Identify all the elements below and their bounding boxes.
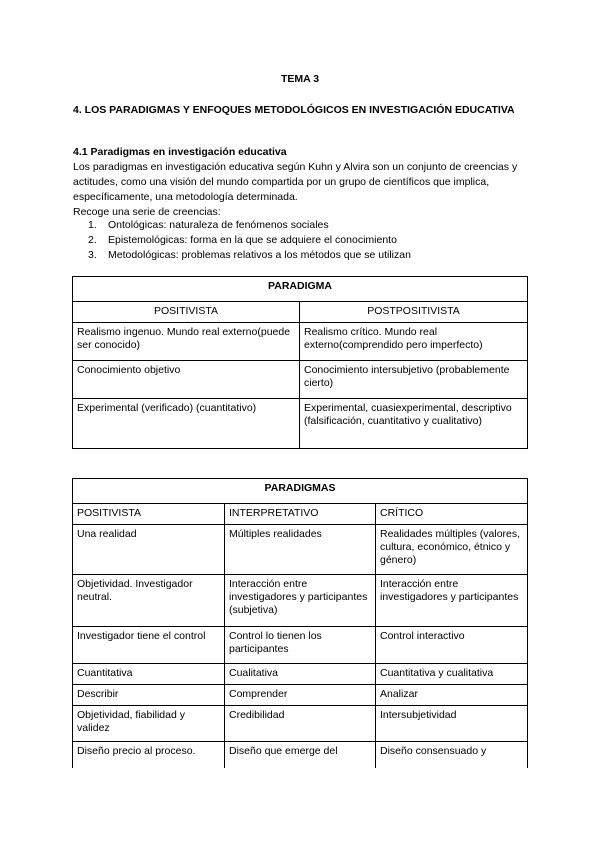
table-title: PARADIGMAS: [73, 479, 528, 504]
table-title-row: [73, 479, 528, 504]
table-cell: Experimental, cuasiexperimental, descriptivo (falsificación, cuantitativo y cualitativo): [300, 399, 528, 449]
table-cell: Interacción entre investigadores y participantes (subjetiva): [225, 575, 376, 627]
table-cell: Diseño que emerge del: [225, 742, 376, 768]
table-cell: Control lo tienen los participantes: [225, 627, 376, 664]
list-item: [88, 218, 411, 233]
table-cell: Describir: [73, 685, 225, 706]
table-row: [73, 399, 528, 449]
intro-line: Recoge una serie de creencias:: [73, 206, 221, 218]
table-cell: Control interactivo: [376, 627, 528, 664]
table-cell: Múltiples realidades: [225, 525, 376, 575]
column-header: POSTPOSITIVISTA: [300, 302, 528, 323]
intro-paragraph: Los paradigmas en investigación educativa según Kuhn y Alvira son un conjunto de creencias y actitudes, como una visión del mundo compartida por un grupo de científicos que implica, específicamente, una metodología determinada.: [73, 161, 518, 203]
column-header: INTERPRETATIVO: [225, 504, 376, 525]
table-row: [73, 525, 528, 575]
table-cell: Cuantitativa: [73, 664, 225, 685]
column-header: POSITIVISTA: [73, 302, 300, 323]
table-cell: Interacción entre investigadores y participantes: [376, 575, 528, 627]
list-number: 3.: [88, 249, 97, 261]
table-cell: Cuantitativa y cualitativa: [376, 664, 528, 685]
column-header: CRÍTICO: [376, 504, 528, 525]
table-cell: Realismo ingenuo. Mundo real externo(puede ser conocido): [73, 323, 300, 361]
table-header-row: [73, 504, 528, 525]
intro-text: [73, 160, 533, 220]
table-cell: Realidades múltiples (valores, cultura, económico, étnico y género): [376, 525, 528, 575]
table-row: [73, 706, 528, 742]
list-item: [88, 248, 411, 263]
paradigmas-table: [72, 478, 528, 768]
table-row: [73, 627, 528, 664]
list-text: Epistemológicas: forma en la que se adquiere el conocimiento: [108, 234, 397, 246]
beliefs-list: [88, 218, 411, 263]
list-text: Ontológicas: naturaleza de fenómenos sociales: [108, 219, 329, 231]
subsection-heading: 4.1 Paradigmas en investigación educativa: [73, 146, 287, 158]
table-row: [73, 742, 528, 768]
table-row: [73, 361, 528, 399]
table-title-row: [73, 277, 528, 302]
column-header: POSITIVISTA: [73, 504, 225, 525]
table-row: [73, 664, 528, 685]
table-cell: Diseño consensuado y: [376, 742, 528, 768]
table-cell: Intersubjetividad: [376, 706, 528, 742]
table-cell: Conocimiento intersubjetivo (probablemente cierto): [300, 361, 528, 399]
table-cell: Analizar: [376, 685, 528, 706]
table-cell: Diseño precio al proceso.: [73, 742, 225, 768]
paradigma-table: [72, 276, 528, 449]
table-cell: Experimental (verificado) (cuantitativo): [73, 399, 300, 449]
list-number: 1.: [88, 219, 97, 231]
table-cell: Objetividad, fiabilidad y validez: [73, 706, 225, 742]
table-header-row: [73, 302, 528, 323]
table-cell: Cualitativa: [225, 664, 376, 685]
table-row: [73, 575, 528, 627]
table-cell: Credibilidad: [225, 706, 376, 742]
tema-title: TEMA 3: [280, 73, 320, 85]
section-heading: 4. LOS PARADIGMAS Y ENFOQUES METODOLÓGICOS EN INVESTIGACIÓN EDUCATIVA: [73, 104, 515, 116]
table-cell: Objetividad. Investigador neutral.: [73, 575, 225, 627]
table-row: [73, 685, 528, 706]
table-title: PARADIGMA: [73, 277, 528, 302]
table-cell: Comprender: [225, 685, 376, 706]
table-cell: Una realidad: [73, 525, 225, 575]
list-text: Metodológicas: problemas relativos a los métodos que se utilizan: [108, 249, 411, 261]
table-cell: Investigador tiene el control: [73, 627, 225, 664]
list-item: [88, 233, 411, 248]
table-cell: Realismo crítico. Mundo real externo(comprendido pero imperfecto): [300, 323, 528, 361]
list-number: 2.: [88, 234, 97, 246]
table-cell: Conocimiento objetivo: [73, 361, 300, 399]
table-row: [73, 323, 528, 361]
